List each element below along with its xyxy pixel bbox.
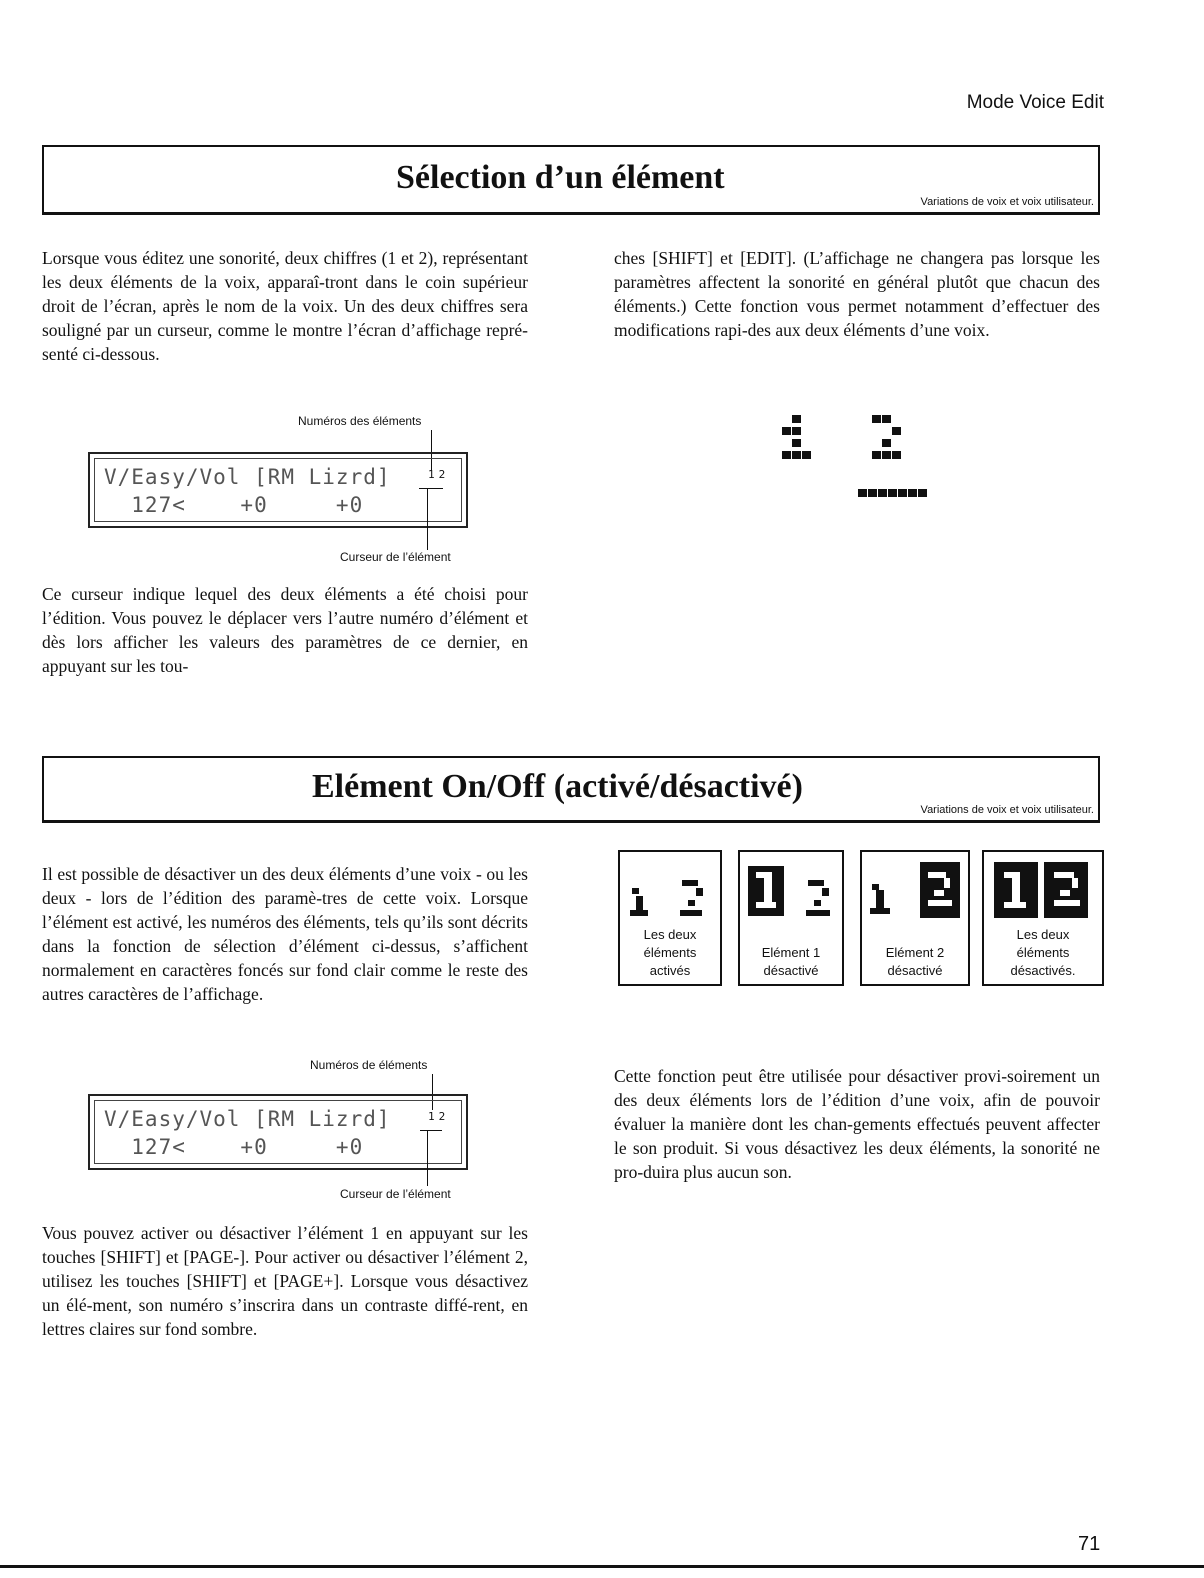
cursor-pixel: [908, 489, 917, 497]
bottom-rule: [0, 1565, 1204, 1568]
digit-1-glyph: [630, 910, 648, 916]
digit-2-glyph: [814, 900, 821, 906]
cursor-pixel: [868, 489, 877, 497]
digit-1-pixel: [792, 415, 801, 423]
state-both-active: [618, 850, 722, 986]
state-caption: Elément 1 désactivé: [761, 945, 821, 978]
cursor-callout-line: [427, 488, 428, 550]
lcd-line-1: V/Easy/Vol [RM Lizrd]: [104, 465, 391, 489]
lcd-line-2: 127< +0 +0: [104, 493, 364, 517]
digit-2-pixel: [882, 415, 891, 423]
digit-2-glyph: [696, 888, 703, 896]
state-element-1-off: [738, 850, 844, 986]
section-2-heading-box: [42, 756, 1100, 823]
section-1-subtitle: Variations de voix et voix utilisateur.: [920, 196, 1094, 208]
digit-1-inverted: [748, 866, 784, 916]
section-2-paragraph-1: Il est possible de désactiver un des deux éléments d’une voix - ou les deux - lors de l’édition des paramè-tres de cette voix. Lorsque l’élément est activé, les numéros des éléments, tels qu’ils sont décrits dans la fonction de sélection d’élément ci-dessus, s’affichent normalement en caractères foncés sur fond clair comme le reste des autres caractères de l’affichage.: [42, 864, 528, 1004]
state-caption: Les deux éléments activés: [643, 927, 697, 978]
section-2-paragraph-2: Vous pouvez activer ou désactiver l’élément 1 en appuyant sur les touches [SHIFT] et [PAGE-]. Pour activer ou désactiver l’élément 2, utilisez les touches [SHIFT] et [PAGE+]. Lorsque vous désactivez un élé-ment, son numéro s’inscrira dans un contraste diffé-rent, en lettres claires sur fond sombre.: [42, 1223, 528, 1339]
digit-1-inverted: [994, 862, 1038, 918]
digit-2-pixel: [872, 415, 881, 423]
digit-2-pixel: [882, 451, 891, 459]
digit-2-glyph: [682, 880, 698, 886]
section-1-title: Sélection d’un élément: [396, 159, 725, 196]
cursor-pixel: [888, 489, 897, 497]
cursor-underline: [419, 488, 443, 489]
digit-2-glyph: [806, 910, 830, 916]
digit-2-glyph: [688, 900, 695, 906]
digit-1-pixel: [792, 427, 801, 435]
digit-1-pixel: [782, 427, 791, 435]
digit-2-glyph: [808, 880, 824, 886]
cursor-pixel: [878, 489, 887, 497]
cursor-underline: [420, 1130, 442, 1131]
section-2-title: Elément On/Off (activé/désactivé): [312, 768, 803, 805]
section-2-subtitle: Variations de voix et voix utilisateur.: [920, 804, 1094, 816]
digit-2-glyph: [822, 888, 829, 896]
page-number: 71: [1078, 1533, 1101, 1555]
digit-1-glyph: [870, 908, 890, 914]
lcd-display: [88, 1094, 468, 1170]
digit-1-pixel: [802, 451, 811, 459]
digit-1-glyph: [876, 890, 884, 908]
digit-2-pixel: [892, 427, 901, 435]
digit-2-glyph: [680, 910, 702, 916]
element-digits-pixel-illustration: [780, 415, 940, 505]
state-caption: Elément 2 désactivé: [885, 945, 945, 978]
lcd-element-digits: 12: [428, 1110, 450, 1123]
lcd-line-1: V/Easy/Vol [RM Lizrd]: [104, 1107, 391, 1131]
digit-2-inverted: [1044, 862, 1088, 918]
cursor-callout-line: [427, 1130, 428, 1186]
digit-2-inverted: [920, 862, 960, 918]
lcd-display: [88, 452, 468, 528]
element-cursor-callout: Curseur de l’élément: [340, 550, 451, 564]
lcd-line-2: 127< +0 +0: [104, 1135, 364, 1159]
section-2-paragraph-right: Cette fonction peut être utilisée pour désactiver provi-soirement un des deux éléments lors de l’édition d’une voix, afin de pouvoir évaluer la manière dont les chan-gements effectués peuvent affecter le son produit. Si vous désactivez les deux éléments, la sonorité ne pro-duira plus aucun son.: [614, 1066, 1100, 1182]
digit-2-pixel: [882, 439, 891, 447]
digit-1-glyph: [632, 888, 639, 894]
state-caption: Les deux éléments désactivés.: [1010, 927, 1076, 978]
state-both-off: [982, 850, 1104, 986]
digit-1-pixel: [792, 439, 801, 447]
digit-2-pixel: [872, 451, 881, 459]
cursor-pixel: [918, 489, 927, 497]
running-header: Mode Voice Edit: [966, 92, 1104, 113]
section-1-paragraph-right: ches [SHIFT] et [EDIT]. (L’affichage ne changera pas lorsque les paramètres affectent la sonorité en général plutôt que chacun des éléments.) Cette fonction vous permet notamment d’effectuer des modifications rapi-des aux deux éléments d’une voix.: [614, 248, 1100, 340]
digit-2-pixel: [892, 451, 901, 459]
element-cursor-callout: Curseur de l’élément: [340, 1187, 451, 1201]
state-element-2-off: [860, 850, 970, 986]
section-1-paragraph-1: Lorsque vous éditez une sonorité, deux chiffres (1 et 2), représentant les deux éléments de la voix, apparaî-tront dans le coin supérieur droit de l’écran, après le nom de la voix. Un des deux chiffres sera souligné par un curseur, comme le montre l’écran d’affichage repré-senté ci-dessous.: [42, 248, 528, 364]
element-numbers-callout: Numéros de éléments: [310, 1058, 428, 1072]
section-1-heading-box: [42, 145, 1100, 215]
digit-1-glyph: [636, 896, 643, 910]
digit-1-pixel: [792, 451, 801, 459]
digit-1-pixel: [782, 451, 791, 459]
lcd-element-digits: 12: [428, 468, 450, 481]
cursor-pixel: [858, 489, 867, 497]
section-1-paragraph-2: Ce curseur indique lequel des deux éléments a été choisi pour l’édition. Vous pouvez le déplacer vers l’autre numéro d’élément et dès lors afficher les valeurs des paramètres de ce dernier, en appuyant sur les tou-: [42, 584, 528, 676]
element-numbers-callout: Numéros des éléments: [298, 414, 422, 428]
cursor-pixel: [898, 489, 907, 497]
